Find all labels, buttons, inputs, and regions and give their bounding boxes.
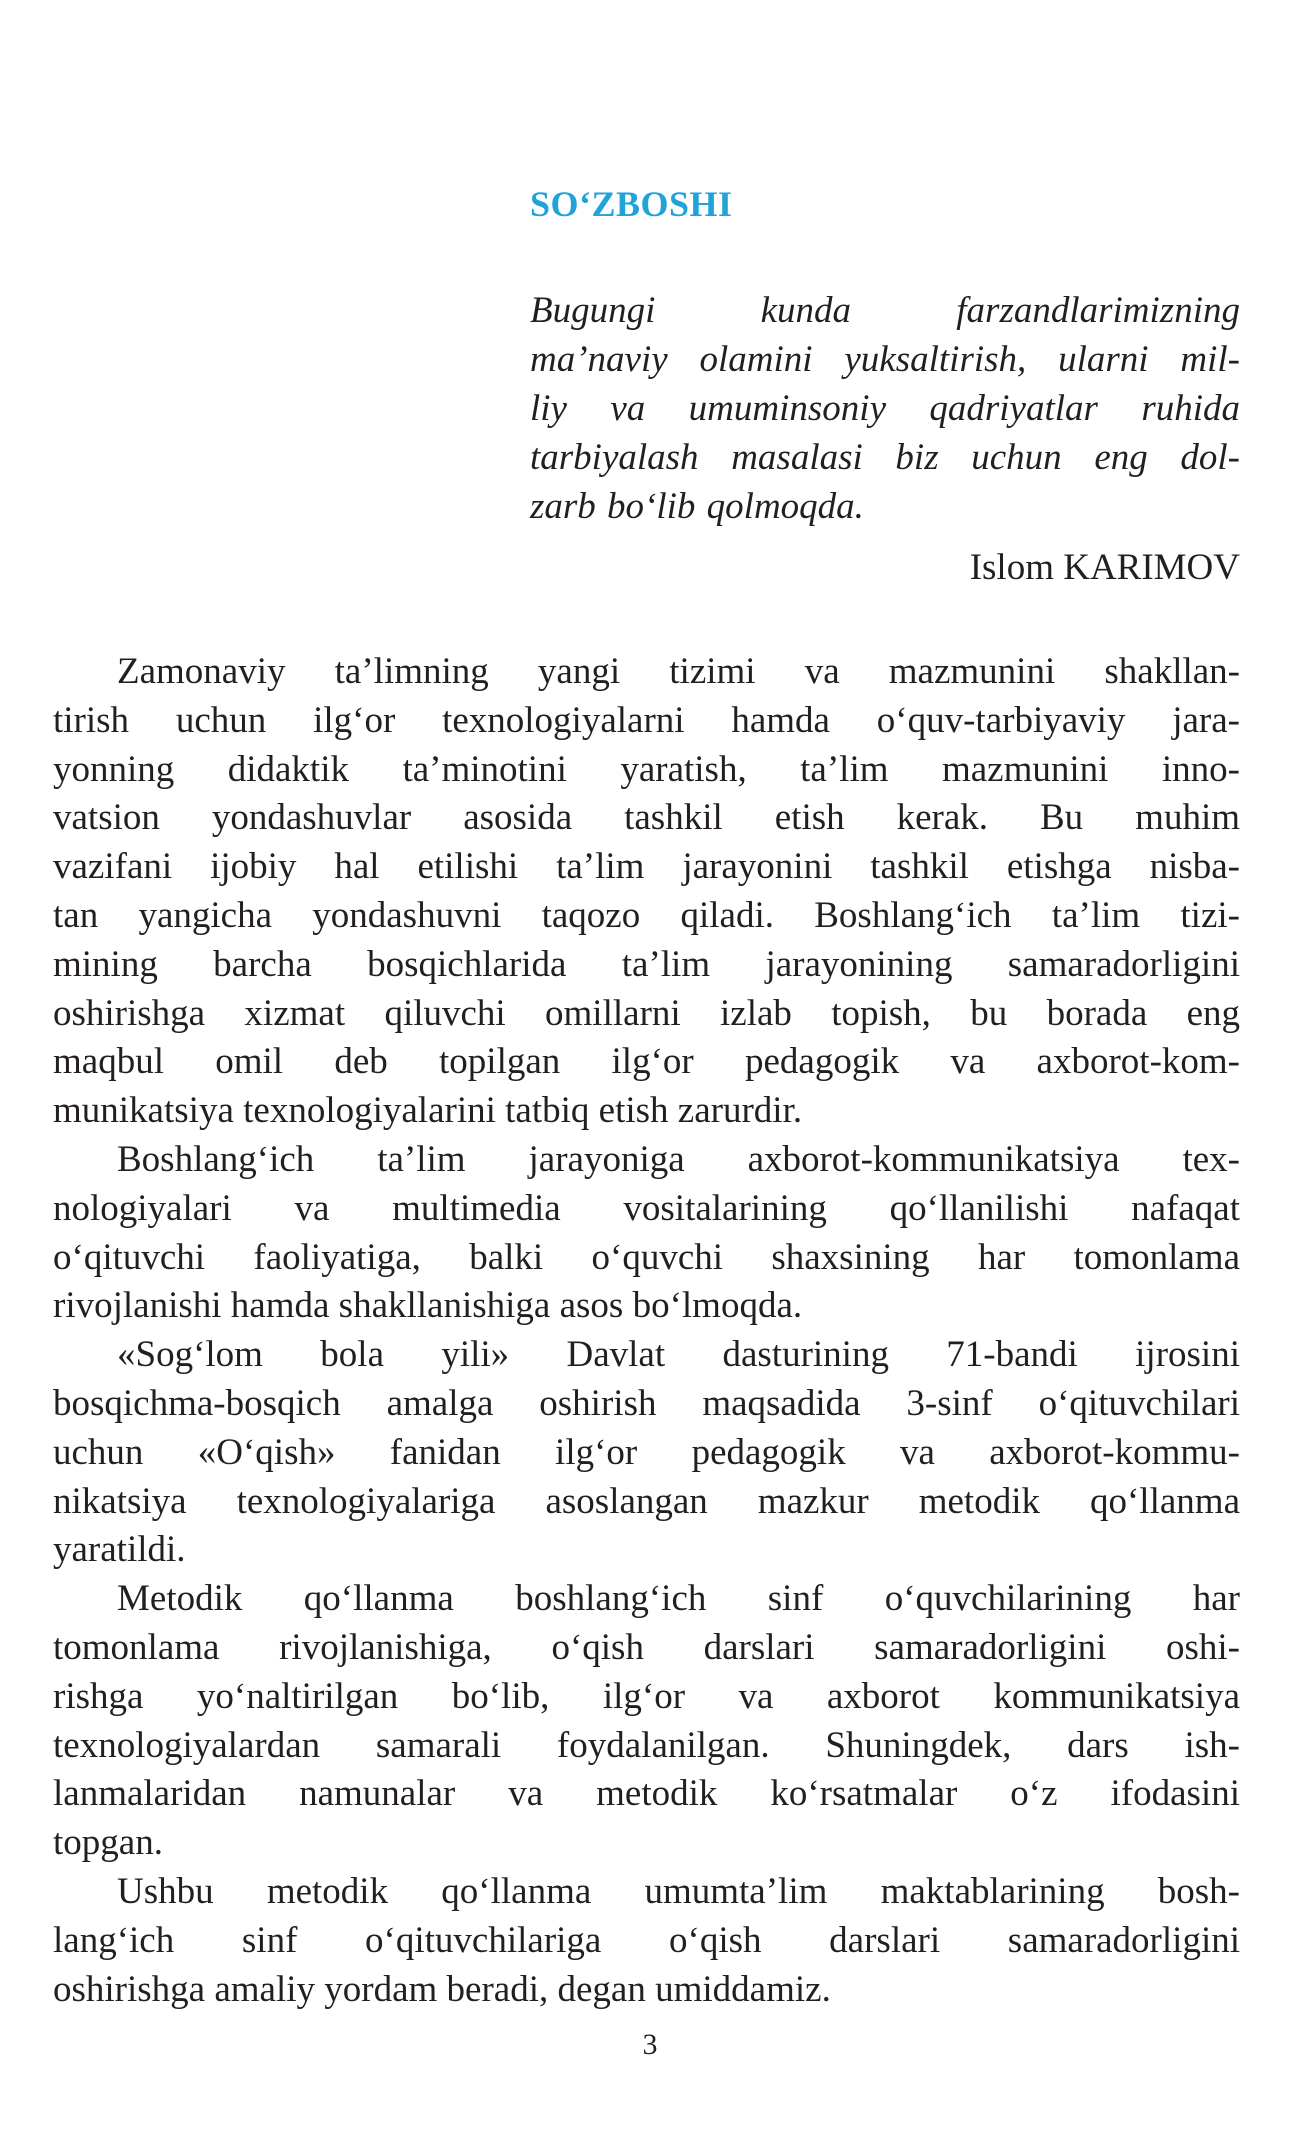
paragraph-3 (53, 1331, 1240, 1575)
text-line: lang‘ich sinf o‘qituvchilariga o‘qish darslari samaradorligini (53, 1919, 1240, 1961)
text-line: tomonlama rivojlanishiga, o‘qish darslari samaradorligini oshi- (53, 1626, 1240, 1668)
text-line: oshirishga xizmat qiluvchi omillarni izlab topish, bu borada eng (53, 992, 1240, 1034)
text-line: rishga yo‘naltirilgan bo‘lib, ilg‘or va axborot kommunikatsiya (53, 1675, 1240, 1717)
text-line: vatsion yondashuvlar asosida tashkil etish kerak. Bu muhim (53, 797, 1240, 839)
text-line: maqbul omil deb topilgan ilg‘or pedagogik va axborot-kom- (53, 1041, 1240, 1083)
epigraph-line: zarb bo‘lib qolmoqda. (530, 486, 864, 527)
epigraph-quote (530, 286, 1240, 531)
text-line: «Sog‘lom bola yili» Davlat dasturining 71-bandi ijrosini (117, 1334, 1240, 1376)
epigraph-line: tarbiyalash masalasi biz uchun eng dol- (530, 437, 1240, 478)
paragraph-1 (53, 648, 1240, 1136)
text-line: nikatsiya texnologiyalariga asoslangan mazkur metodik qo‘llanma (53, 1480, 1240, 1522)
paragraph-4 (53, 1575, 1240, 1868)
paragraph-2 (53, 1136, 1240, 1331)
text-line: mining barcha bosqichlarida ta’lim jarayonining samaradorligini (53, 943, 1240, 985)
text-line: yonning didaktik ta’minotini yaratish, ta’lim mazmunini inno- (53, 748, 1240, 790)
text-line: Boshlang‘ich ta’lim jarayoniga axborot-kommunikatsiya tex- (117, 1138, 1240, 1180)
text-line: Zamonaviy ta’limning yangi tizimi va mazmunini shakllan- (117, 651, 1240, 692)
text-line: Ushbu metodik qo‘llanma umumta’lim maktablarining bosh- (117, 1870, 1240, 1912)
text-line: nologiyalari va multimedia vositalarining qo‘llanilishi nafaqat (53, 1187, 1240, 1229)
text-line: rivojlanishi hamda shakllanishiga asos bo‘lmoqda. (53, 1285, 803, 1327)
text-line: tan yangicha yondashuvni taqozo qiladi. Boshlang‘ich ta’lim tizi- (53, 894, 1240, 936)
text-line: lanmalaridan namunalar va metodik ko‘rsatmalar o‘z ifodasini (53, 1773, 1240, 1815)
paragraph-5 (53, 1868, 1240, 2014)
epigraph-line: liy va umuminsoniy qadriyatlar ruhida (530, 388, 1240, 429)
text-line: topgan. (53, 1822, 163, 1864)
body-text (53, 648, 1240, 2014)
text-line: munikatsiya texnologiyalarini tatbiq etish zarurdir. (53, 1090, 803, 1132)
text-line: Metodik qo‘llanma boshlang‘ich sinf o‘quvchilarining har (117, 1578, 1240, 1620)
text-line: texnologiyalardan samarali foydalanilgan. Shuningdek, dars ish- (53, 1724, 1240, 1766)
text-line: o‘qituvchi faoliyatiga, balki o‘quvchi shaxsining har tomonlama (53, 1236, 1240, 1278)
text-line: yaratildi. (53, 1529, 186, 1571)
text-line: tirish uchun ilg‘or texnologiyalarni hamda o‘quv-tarbiyaviy jara- (53, 699, 1240, 741)
page-number: 3 (642, 2028, 658, 2061)
text-line: bosqichma-bosqich amalga oshirish maqsadida 3-sinf o‘qituvchilari (53, 1382, 1240, 1424)
text-line: vazifani ijobiy hal etilishi ta’lim jarayonini tashkil etishga nisba- (53, 846, 1240, 888)
text-line: uchun «O‘qish» fanidan ilg‘or pedagogik va axborot-kommu- (53, 1431, 1240, 1473)
epigraph-author: Islom KARIMOV (969, 547, 1240, 588)
epigraph-line: ma’naviy olamini yuksaltirish, ularni mil- (530, 339, 1240, 380)
text-line: oshirishga amaliy yordam beradi, degan umiddamiz. (53, 1968, 831, 2010)
page-title: SO‘ZBOSHI (530, 184, 733, 224)
epigraph-line: Bugungi kunda farzandlarimizning (530, 290, 1240, 331)
